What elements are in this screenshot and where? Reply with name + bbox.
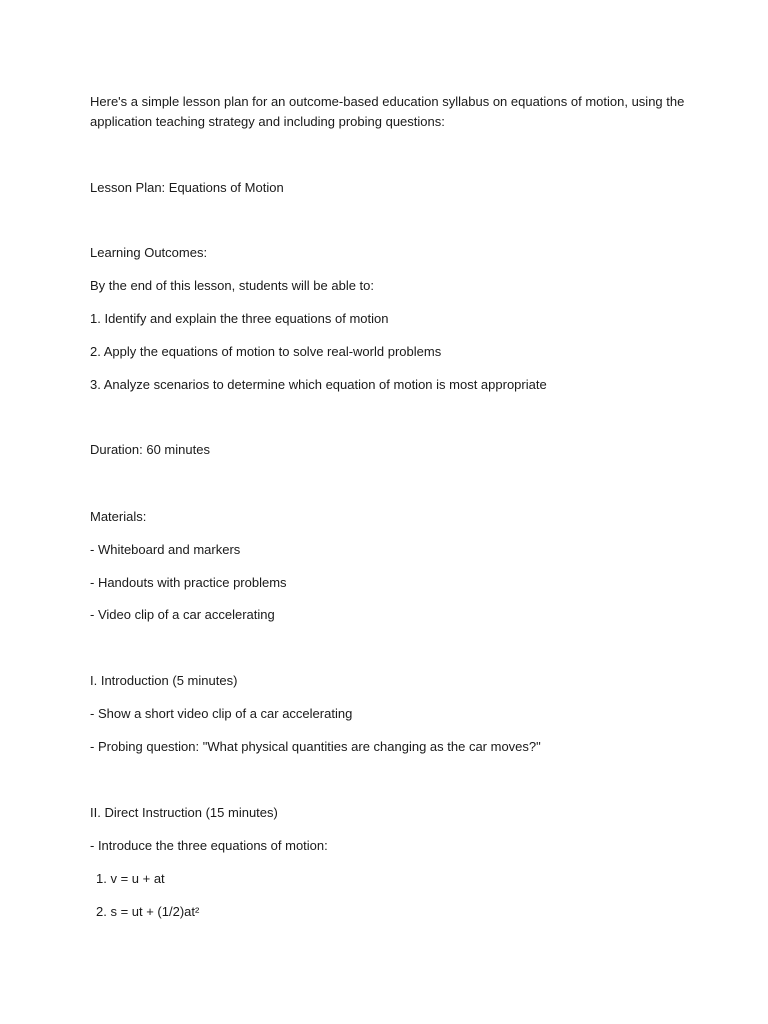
introduction-item: - Show a short video clip of a car accelerating xyxy=(90,706,353,721)
introduction-item: - Probing question: "What physical quantities are changing as the car moves?" xyxy=(90,739,541,754)
document-page xyxy=(90,92,690,919)
materials-heading: Materials: xyxy=(90,509,147,524)
equation-item: 1. v = u + at xyxy=(96,871,165,886)
equation-item: 2. s = ut + (1/2)at² xyxy=(96,904,200,919)
materials-item: - Handouts with practice problems xyxy=(90,575,287,590)
introduction-heading: I. Introduction (5 minutes) xyxy=(90,673,238,688)
materials-item: - Whiteboard and markers xyxy=(90,542,241,557)
learning-outcome-item: 2. Apply the equations of motion to solve real-world problems xyxy=(90,344,442,359)
intro-line: Here's a simple lesson plan for an outcome-based education syllabus on equations of motion, using the xyxy=(90,94,685,109)
intro-line: application teaching strategy and including probing questions: xyxy=(90,114,445,129)
learning-outcome-item: 1. Identify and explain the three equations of motion xyxy=(90,311,389,326)
direct-instruction-heading: II. Direct Instruction (15 minutes) xyxy=(90,805,278,820)
learning-outcome-item: 3. Analyze scenarios to determine which equation of motion is most appropriate xyxy=(90,377,547,392)
materials-item: - Video clip of a car accelerating xyxy=(90,607,275,622)
learning-outcomes-heading: Learning Outcomes: xyxy=(90,245,208,260)
direct-instruction-lead: - Introduce the three equations of motion: xyxy=(90,838,328,853)
duration-text: Duration: 60 minutes xyxy=(90,442,210,457)
lesson-title: Lesson Plan: Equations of Motion xyxy=(90,180,284,195)
intro-paragraph xyxy=(90,92,690,132)
learning-outcomes-lead: By the end of this lesson, students will be able to: xyxy=(90,278,375,293)
